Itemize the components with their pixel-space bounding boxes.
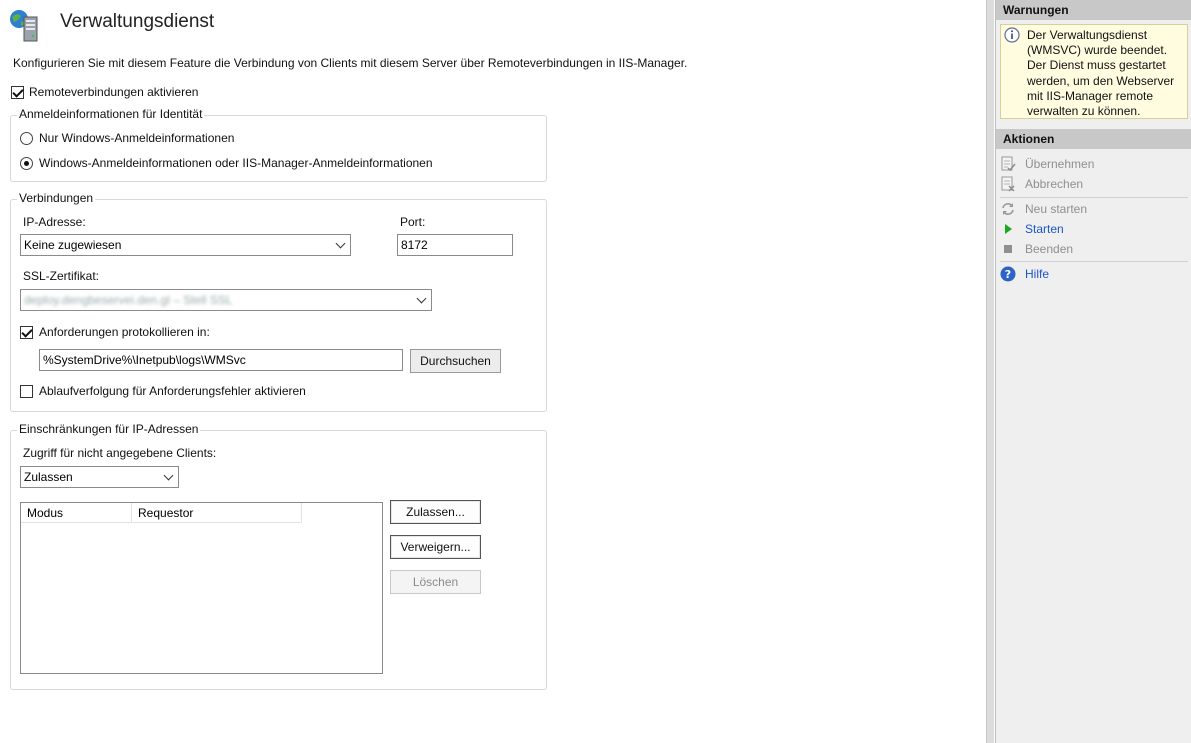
management-service-icon <box>8 8 44 42</box>
cancel-icon <box>1000 176 1016 192</box>
deny-button[interactable]: Verweigern... <box>390 535 481 559</box>
actions-header: Aktionen <box>996 129 1191 149</box>
action-apply[interactable]: Übernehmen <box>1025 157 1095 171</box>
browse-button[interactable]: Durchsuchen <box>410 349 501 373</box>
chevron-down-icon <box>417 294 427 304</box>
unspecified-clients-label: Zugriff für nicht angegebene Clients: <box>23 446 217 460</box>
port-value: 8172 <box>401 238 428 252</box>
ssl-certificate-select[interactable] <box>20 289 432 311</box>
svg-text:?: ? <box>1004 268 1012 281</box>
log-path-value: %SystemDrive%\Inetpub\logs\WMSvc <box>43 353 246 367</box>
failed-request-tracing-label: Ablaufverfolgung für Anforderungsfehler aktivieren <box>39 384 306 398</box>
action-help[interactable]: Hilfe <box>1025 267 1050 281</box>
failed-request-tracing-checkbox[interactable] <box>20 385 33 398</box>
ssl-certificate-label: SSL-Zertifikat: <box>23 269 100 283</box>
warning-text: Der Verwaltungsdienst (WMSVC) wurde beendet. Der Dienst muss gestartet werden, um den Webserver mit IIS-Manager remote verwalten zu können. <box>1027 28 1175 119</box>
delete-button[interactable]: Löschen <box>390 570 481 594</box>
unspecified-clients-select[interactable] <box>20 466 179 488</box>
apply-icon <box>1000 156 1016 172</box>
page-title: Verwaltungsdienst <box>60 11 215 32</box>
remote-connections-checkbox[interactable] <box>11 86 24 99</box>
stop-icon <box>1000 241 1016 257</box>
ip-restrictions-legend: Einschränkungen für IP-Adressen <box>19 422 199 436</box>
allow-button[interactable]: Zulassen... <box>390 500 481 524</box>
action-restart[interactable]: Neu starten <box>1025 202 1088 216</box>
pane-splitter[interactable] <box>986 0 994 743</box>
action-stop[interactable]: Beenden <box>1025 242 1074 256</box>
chevron-down-icon <box>164 471 174 481</box>
action-start[interactable]: Starten <box>1025 222 1064 236</box>
port-label: Port: <box>400 215 426 229</box>
start-icon <box>1000 221 1016 237</box>
chevron-down-icon <box>336 239 346 249</box>
log-path-input[interactable] <box>39 349 403 371</box>
port-input[interactable] <box>397 234 513 256</box>
radio-windows-or-iis-label: Windows-Anmeldeinformationen oder IIS-Manager-Anmeldeinformationen <box>39 156 433 170</box>
log-requests-checkbox[interactable] <box>20 326 33 339</box>
actions-separator <box>1000 261 1188 262</box>
log-requests-label: Anforderungen protokollieren in: <box>39 325 210 339</box>
radio-windows-or-iis[interactable] <box>20 157 33 170</box>
radio-windows-only[interactable] <box>20 132 33 145</box>
column-header-requestor[interactable]: Requestor <box>132 503 302 523</box>
help-icon <box>1000 266 1016 282</box>
ip-restrictions-list[interactable] <box>20 502 383 674</box>
info-icon <box>1004 27 1020 43</box>
identity-legend: Anmeldeinformationen für Identität <box>19 107 203 121</box>
page-description: Konfigurieren Sie mit diesem Feature die Verbindung von Clients mit diesem Server über Remoteverbindungen in IIS-Manager. <box>13 56 688 70</box>
restart-icon <box>1000 201 1016 217</box>
connections-legend: Verbindungen <box>19 191 94 205</box>
actions-separator <box>1000 197 1188 198</box>
ip-address-label: IP-Adresse: <box>23 215 86 229</box>
column-header-mode[interactable]: Modus <box>21 503 132 523</box>
ip-address-select[interactable] <box>20 234 351 256</box>
unspecified-clients-value: Zulassen <box>24 470 73 484</box>
remote-connections-label: Remoteverbindungen aktivieren <box>29 85 199 99</box>
radio-windows-only-label: Nur Windows-Anmeldeinformationen <box>39 131 235 145</box>
ip-address-value: Keine zugewiesen <box>24 238 122 252</box>
identity-group <box>10 115 547 182</box>
action-cancel[interactable]: Abbrechen <box>1025 177 1084 191</box>
ssl-certificate-value: deploy.dengbeservei.den.gl – Stell SSL <box>24 293 233 307</box>
warnings-header: Warnungen <box>996 0 1191 20</box>
